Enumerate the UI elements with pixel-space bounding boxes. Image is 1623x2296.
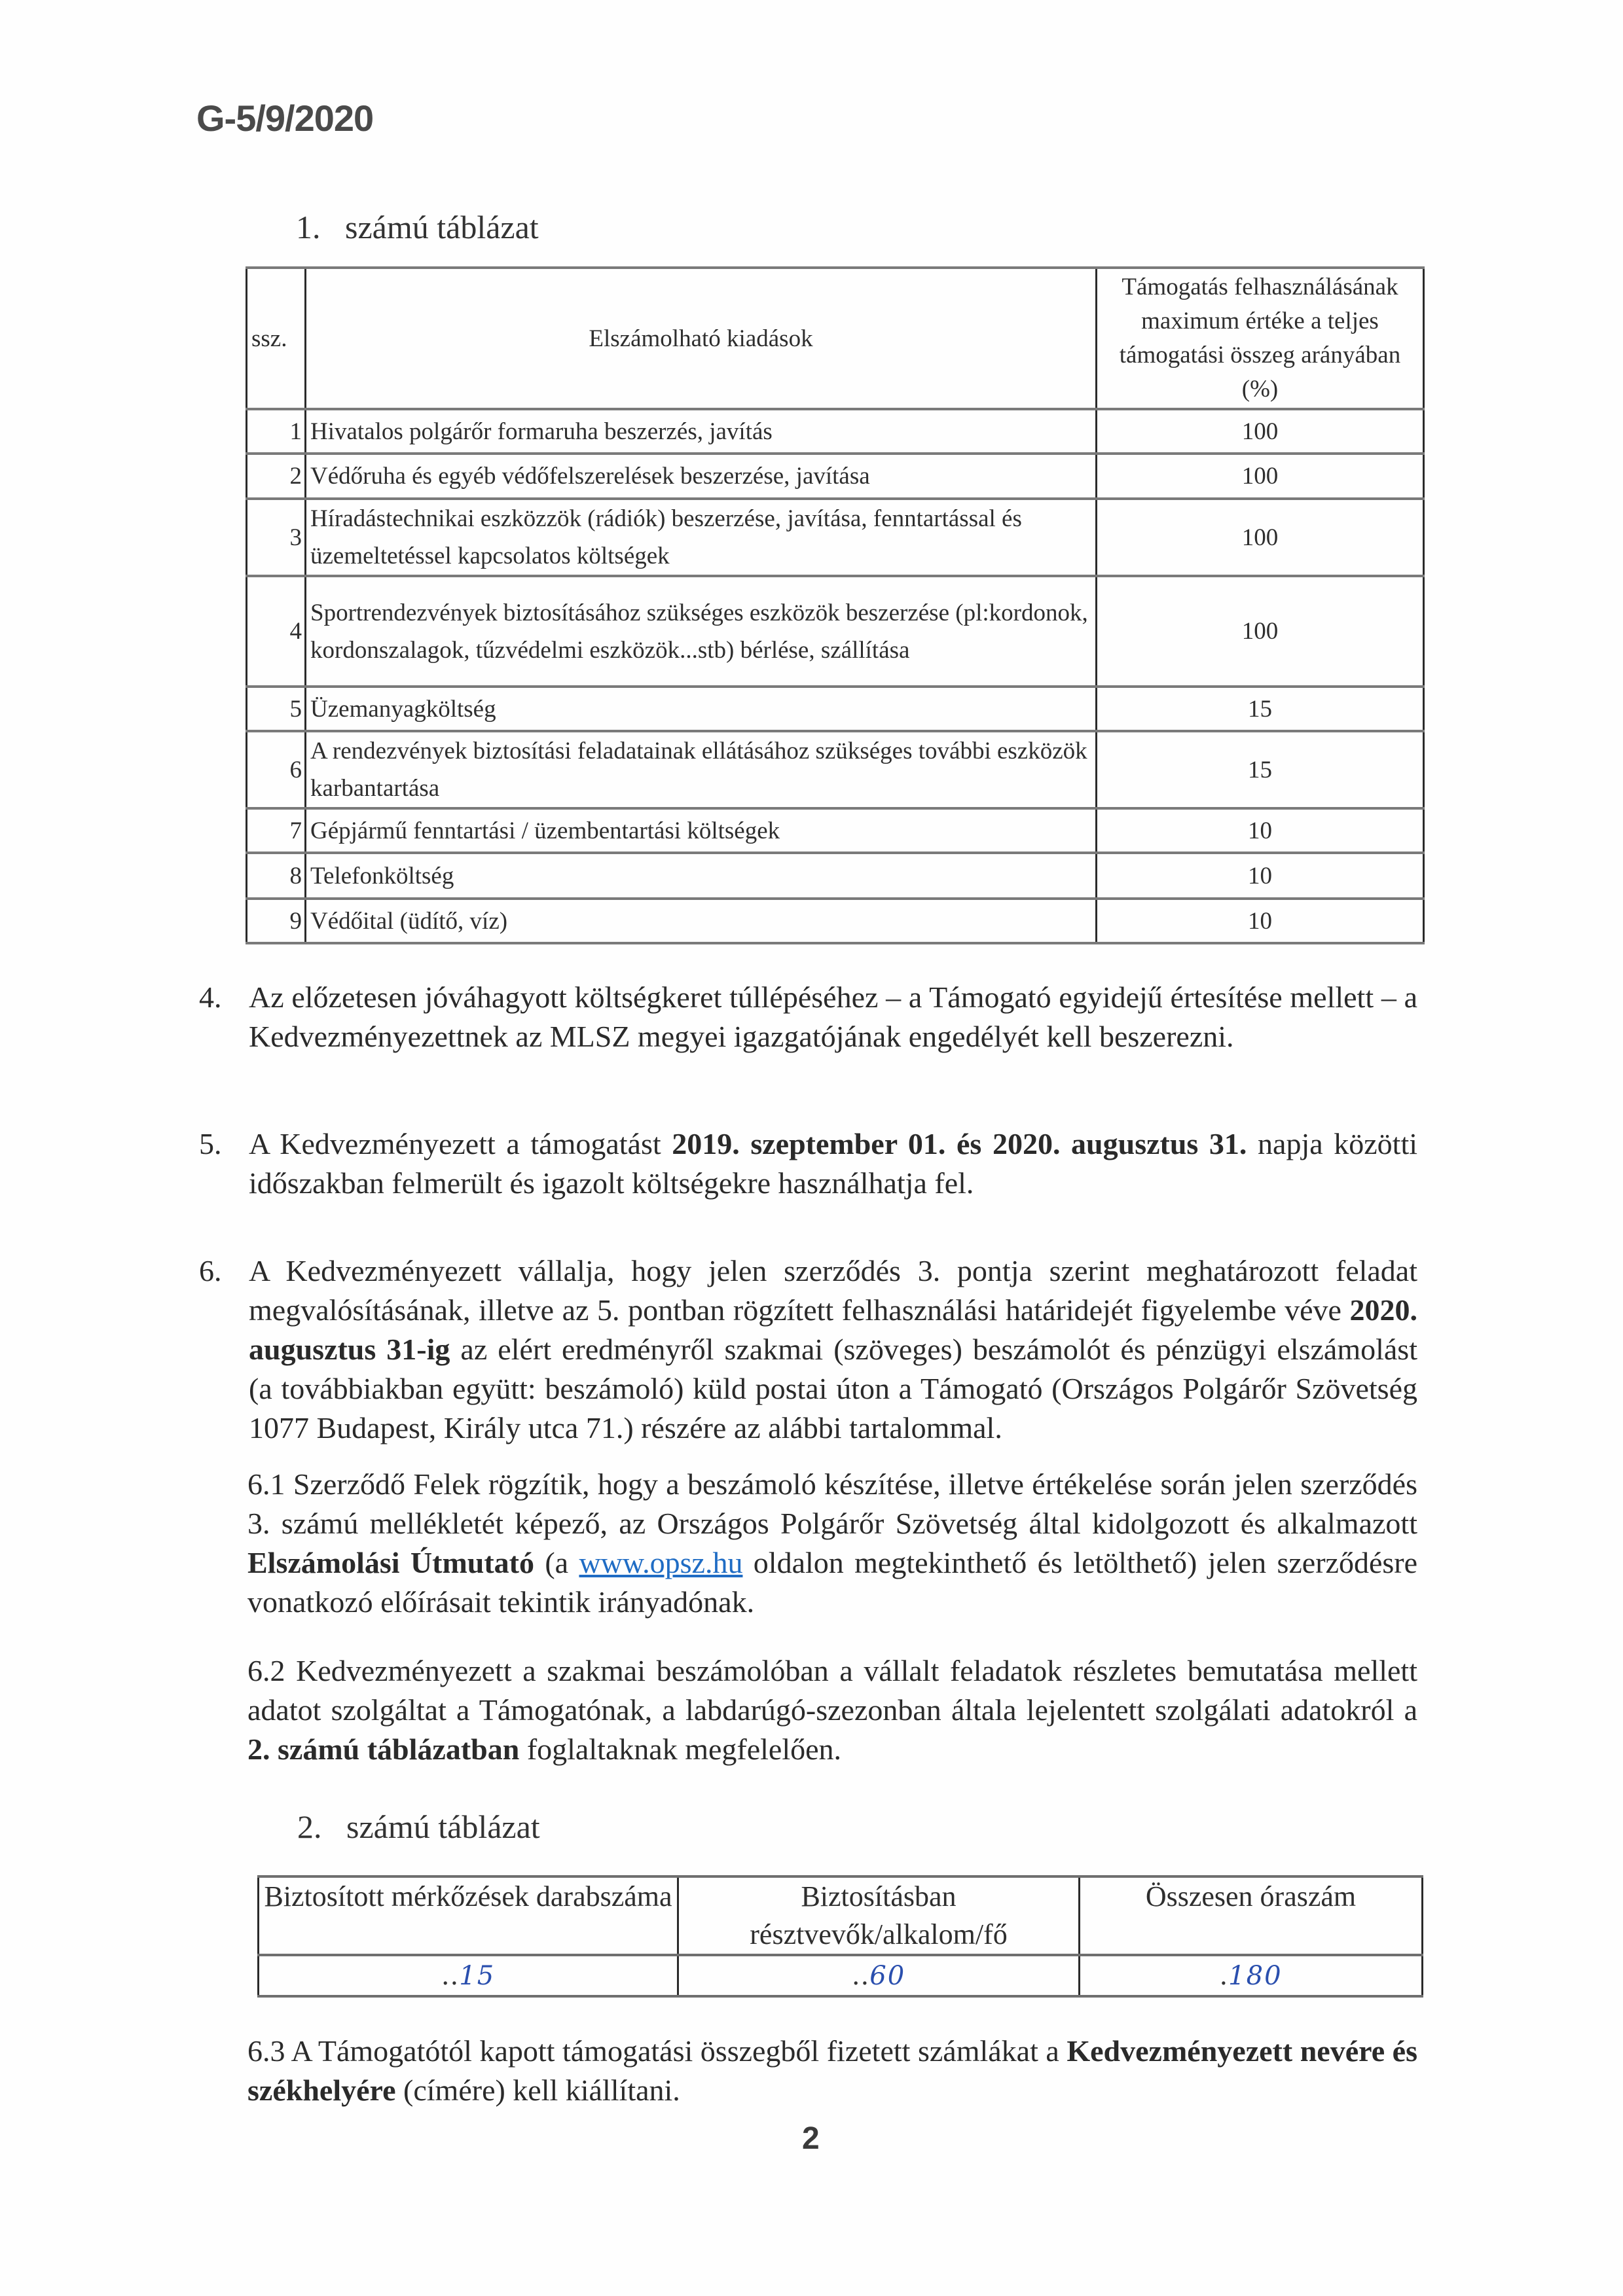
- header-expenses: Elszámolható kiadások: [306, 268, 1097, 409]
- table-row: [247, 409, 1424, 454]
- row-number: 3: [247, 499, 306, 576]
- paragraph-text: [945, 1127, 957, 1160]
- row-percent: 10: [1097, 899, 1424, 943]
- row-number: 2: [247, 454, 306, 499]
- paragraph-text: 6.2 Kedvezményezett a szakmai beszámolóban a vállalt feladatok részletes bemutatása mellett adatot szolgáltat a Támogatónak, a labdarúgó-szezonban általa lejelentett szolgálati adatokról a: [247, 1654, 1417, 1727]
- row-description: Védőruha és egyéb védőfelszerelések beszerzése, javítása: [306, 454, 1097, 499]
- row-description: Gépjármű fenntartási / üzembentartási költségek: [306, 808, 1097, 853]
- handwritten-value: 15: [459, 1961, 496, 1991]
- header-ssz: ssz.: [247, 268, 306, 409]
- table-reference: 2. számú táblázatban: [247, 1732, 520, 1766]
- row-number: 1: [247, 409, 306, 454]
- row-description: Hivatalos polgárőr formaruha beszerzés, javítás: [306, 409, 1097, 454]
- row-number: 9: [247, 899, 306, 943]
- paragraph-6-1: [247, 1465, 1417, 1622]
- paragraph-5: [199, 1124, 1418, 1203]
- table-row: [259, 1955, 1423, 1996]
- handwritten-value: 180: [1228, 1961, 1283, 1991]
- row-percent: 100: [1097, 576, 1424, 687]
- fill-dots: ..: [441, 1961, 460, 1991]
- paragraph-text: [981, 1127, 993, 1160]
- table-row: [247, 853, 1424, 899]
- deadline-date: 2020. augusztus 31-ig: [249, 1293, 1417, 1366]
- paragraph-text: napja közötti időszakban felmerült és igazolt költségekre használhatja fel.: [249, 1127, 1418, 1200]
- paragraph-6-3: [247, 2032, 1417, 2110]
- paragraph-number: 5.: [199, 1127, 222, 1160]
- page-number: 2: [802, 2121, 820, 2156]
- paragraph-text: (a: [534, 1546, 579, 1579]
- paragraph-number: 6.: [199, 1254, 222, 1287]
- paragraph-text: (címére) kell kiállítani.: [395, 2073, 680, 2107]
- row-percent: 10: [1097, 808, 1424, 853]
- row-description: Sportrendezvények biztosításához szükséges eszközök beszerzése (pl:kordonok, kordonszalagok, tűzvédelmi eszközök...stb) bérlése, szállítása: [306, 576, 1097, 687]
- table-row: [247, 808, 1424, 853]
- table-row: [247, 731, 1424, 808]
- conjunction-bold: és: [957, 1127, 982, 1160]
- table-row: [247, 899, 1424, 943]
- row-description: Híradástechnikai eszközzök (rádiók) beszerzése, javítása, fenntartással és üzemeltetéssel kapcsolatos költségek: [306, 499, 1097, 576]
- row-description: A rendezvények biztosítási feladatainak ellátásához szükséges további eszközök karbantartása: [306, 731, 1097, 808]
- paragraph-6-2: [247, 1651, 1417, 1769]
- end-date: 2020. augusztus 31.: [992, 1127, 1247, 1160]
- paragraph-text: az elért eredményről szakmai (szöveges) beszámolót és pénzügyi elszámolást (a továbbiakban együtt: beszámoló) küld postai úton a Támogató (Országos Polgárőr Szövetség 1077 Budapest, Király utca 71.) részére az alábbi tartalommal.: [249, 1333, 1417, 1444]
- opsz-link[interactable]: www.opsz.hu: [579, 1546, 743, 1579]
- paragraph-text: 6.1 Szerződő Felek rögzítik, hogy a beszámoló készítése, illetve értékelése során jelen szerződés 3. számú mellékletét képező, az Országos Polgárőr Szövetség által kidolgozott és alkalmazott: [247, 1467, 1417, 1540]
- paragraph-6: [199, 1251, 1417, 1448]
- table-row: [247, 499, 1424, 576]
- row-number: 8: [247, 853, 306, 899]
- paragraph-text: 6.3 A Támogatótól kapott támogatási összegből fizetett számlákat a: [247, 2034, 1067, 2068]
- header-matches-count: Biztosított mérkőzések darabszáma: [259, 1876, 678, 1955]
- header-total-hours: Összesen óraszám: [1080, 1876, 1423, 1955]
- paragraph-number: 4.: [199, 980, 222, 1014]
- row-number: 6: [247, 731, 306, 808]
- document-id: G-5/9/2020: [196, 98, 374, 139]
- table2-caption: 2. számú táblázat: [297, 1808, 540, 1845]
- paragraph-text: A Kedvezményezett vállalja, hogy jelen szerződés 3. pontja szerint meghatározott feladat megvalósításának, illetve az 5. pontban rögzített felhasználási határidejét figyelembe véve: [249, 1254, 1417, 1327]
- beneficiary-bold: Kedvezményezett nevére és székhelyére: [247, 2034, 1417, 2107]
- matches-count-cell[interactable]: [259, 1955, 678, 1996]
- header-participants: Biztosításban résztvevők/alkalom/fő: [678, 1876, 1080, 1955]
- start-date: 2019. szeptember 01.: [672, 1127, 946, 1160]
- row-number: 5: [247, 687, 306, 731]
- header-max-percent: Támogatás felhasználásának maximum értéke a teljes támogatási összeg arányában (%): [1097, 268, 1424, 409]
- table-row: [247, 576, 1424, 687]
- paragraph-text: Az előzetesen jóváhagyott költségkeret túllépéséhez – a Támogató egyidejű értesítése mellett – a Kedvezményezettnek az MLSZ megyei igazgatójának engedélyét kell beszerezni.: [249, 980, 1417, 1053]
- row-number: 4: [247, 576, 306, 687]
- row-percent: 15: [1097, 731, 1424, 808]
- row-percent: 100: [1097, 454, 1424, 499]
- service-data-table: [257, 1875, 1423, 1998]
- table-row: [247, 454, 1424, 499]
- participants-cell[interactable]: [678, 1955, 1080, 1996]
- total-hours-cell[interactable]: [1080, 1955, 1423, 1996]
- row-percent: 100: [1097, 499, 1424, 576]
- guide-title: Elszámolási Útmutató: [247, 1546, 534, 1579]
- table-header-row: [247, 268, 1424, 409]
- paragraph-text: foglaltaknak megfelelően.: [519, 1732, 842, 1766]
- row-number: 7: [247, 808, 306, 853]
- paragraph-4: [199, 978, 1417, 1056]
- row-percent: 100: [1097, 409, 1424, 454]
- row-description: Telefonköltség: [306, 853, 1097, 899]
- row-description: Védőital (üdítő, víz): [306, 899, 1097, 943]
- fill-dots: ..: [851, 1961, 870, 1991]
- handwritten-value: 60: [869, 1961, 906, 1991]
- table1-caption: 1. számú táblázat: [296, 209, 539, 245]
- table-header-row: [259, 1876, 1423, 1955]
- row-percent: 15: [1097, 687, 1424, 731]
- table-row: [247, 687, 1424, 731]
- row-percent: 10: [1097, 853, 1424, 899]
- row-description: Üzemanyagköltség: [306, 687, 1097, 731]
- paragraph-text: A Kedvezményezett a támogatást: [249, 1127, 672, 1160]
- fill-dots: .: [1219, 1961, 1229, 1991]
- eligible-expenses-table: [246, 266, 1425, 944]
- paragraph-text: oldalon megtekinthető és letölthető) jelen szerződésre vonatkozó előírásait tekintik irányadónak.: [247, 1546, 1417, 1619]
